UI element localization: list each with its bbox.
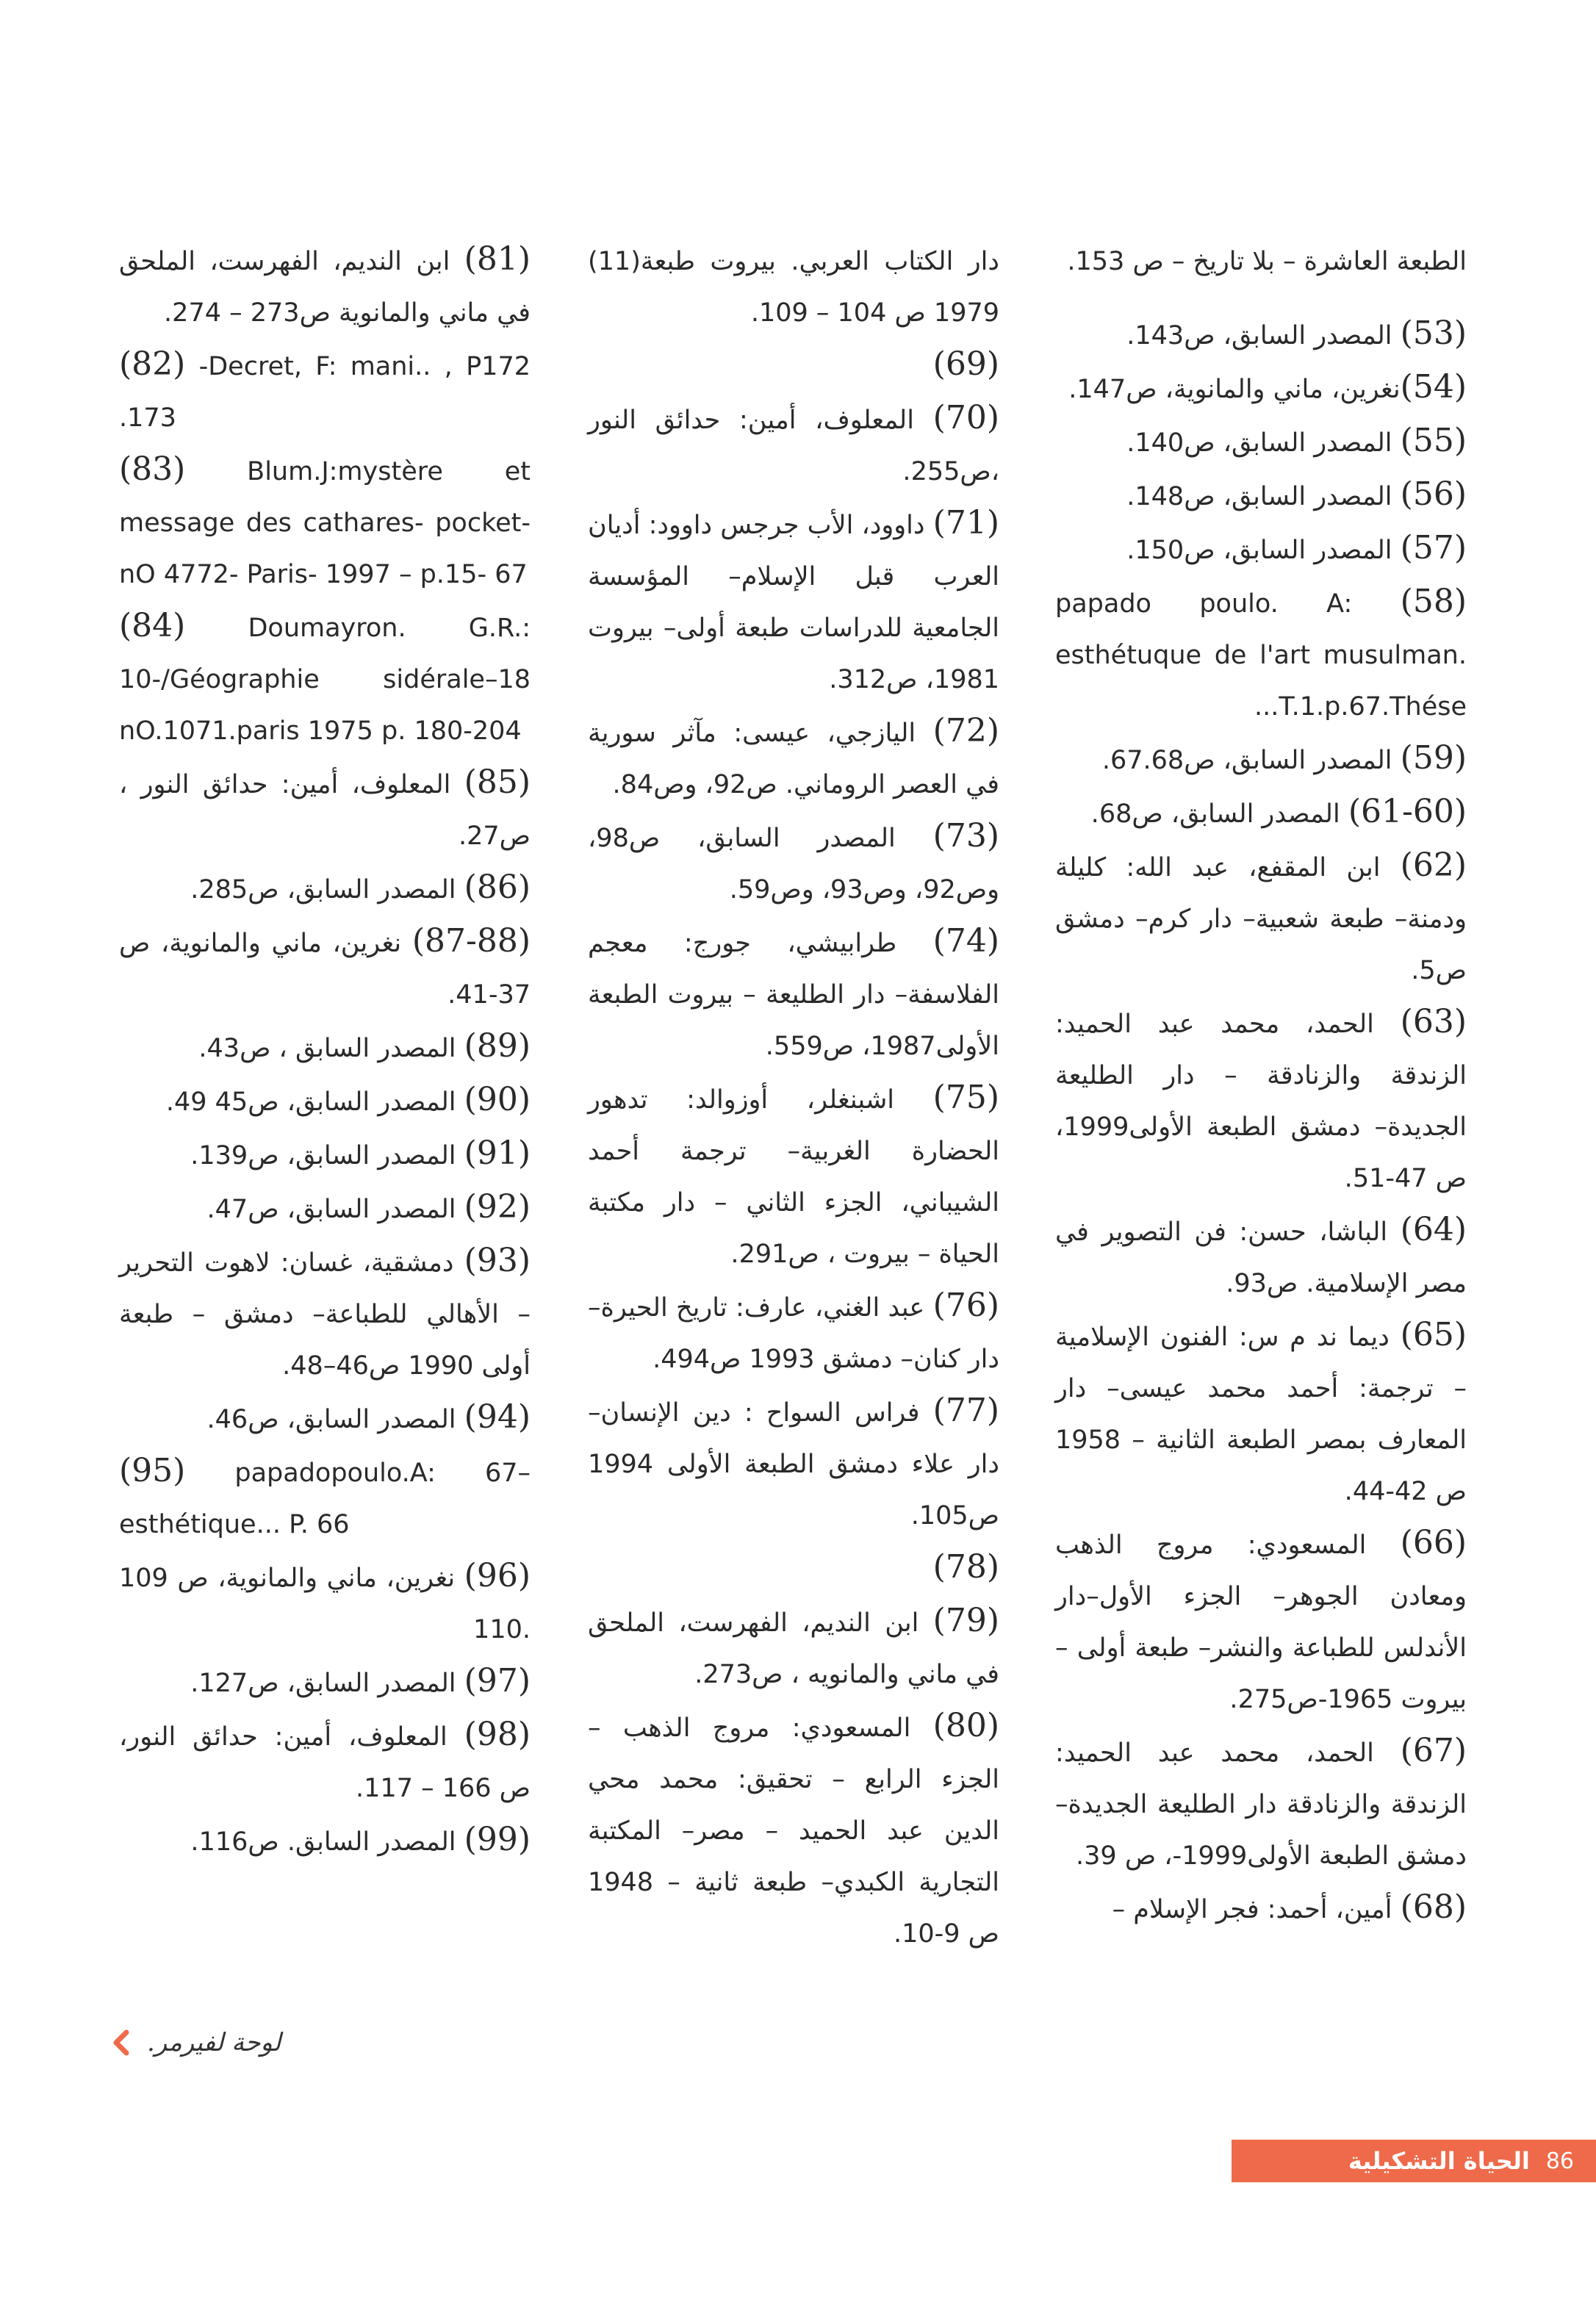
footnote-84: (84) Doumayron. G.R.: 10-/Géographie sidérale–18 nO.1071.paris 1975 p. 180-204 [119, 607, 531, 746]
chevron-left-icon [110, 2029, 132, 2056]
footnote-81: (81) ابن النديم، الفهرست، الملحق في ماني والمانوية ص273 – 274. [119, 240, 531, 328]
footnote-74: (74) طرابيشي، جورج: معجم الفلاسفة– دار الطليعة – بيروت الطبعة الأولى1987، ص559. [588, 922, 999, 1061]
footnote-continuation: الطبعة العاشرة – بلا تاريخ – ص 153. [1067, 247, 1467, 276]
page-footer [1232, 2140, 1596, 2182]
footnote-79: (79) ابن النديم، الفهرست، الملحق في ماني والمانويه ، ص273. [588, 1602, 999, 1689]
footnote-53: (53) المصدر السابق، ص143. [1126, 314, 1467, 352]
footnote-82: (82) -Decret, F: mani.. , P172 .173 [119, 345, 531, 433]
footnote-76: (76) عبد الغني، عارف: تاريخ الحيرة– دار كنان– دمشق 1993 ص494. [588, 1287, 999, 1374]
footnote-75: (75) اشبنغلر، أوزوالد: تدهور الحضارة الغربية– ترجمة أحمد الشيباني، الجزء الثاني – دار مكتبة الحياة – بيروت ، ص291. [588, 1079, 999, 1269]
notes-column-right [1055, 234, 1467, 1935]
footnote-98: (98) المعلوف، أمين: حدائق النور، ص 166 – 117. [119, 1716, 531, 1803]
footnote-68: (68) أمين، أحمد: فجر الإسلام – [1112, 1888, 1467, 1926]
footnote-77: (77) فراس السواح : دين الإنسان– دار علاء دمشق الطبعة الأولى 1994 ص105. [588, 1392, 999, 1531]
footnote-58: (58) papado poulo. A: esthétuque de l'art musulman. ...T.1.p.67.Thése [1055, 583, 1467, 722]
footnote-continuation: دار الكتاب العربي. بيروت طبعة(11) 1979 ص 104 – 109. [588, 247, 999, 328]
footnote-60-61: (61-60) المصدر السابق، ص68. [1090, 793, 1467, 830]
footnote-97: (97) المصدر السابق، ص127. [190, 1662, 531, 1700]
footnote-63: (63) الحمد، محمد عبد الحميد: الزندقة والزنادقة – دار الطليعة الجديدة– دمشق الطبعة الأولى1999، ص 47-51. [1055, 1003, 1467, 1193]
notes-column-left [119, 234, 531, 1868]
footnote-78: (78) [932, 1548, 999, 1586]
footnote-72: (72) اليازجي، عيسى: مآثر سورية في العصر الروماني. ص92، وص84. [588, 712, 999, 799]
image-caption [110, 2028, 281, 2057]
footnote-70: (70) المعلوف، أمين: حدائق النور ،ص255. [588, 399, 999, 486]
footnote-87-88: (87-88) نغرين، ماني والمانوية، ص 37-41. [119, 922, 531, 1010]
footnote-71: (71) داوود، الأب جرجس داوود: أديان العرب قبل الإسلام– المؤسسة الجامعية للدراسات طبعة أولى– بيروت 1981، ص312. [588, 504, 999, 694]
footnote-67: (67) الحمد، محمد عبد الحميد: الزندقة والزنادقة دار الطليعة الجديدة– دمشق الطبعة الأولى1999-، ص 39. [1055, 1732, 1467, 1871]
footnote-93: (93) دمشقية، غسان: لاهوت التحرير – الأهالي للطباعة– دمشق – طبعة أولى 1990 ص46–48. [119, 1242, 531, 1381]
footnote-86: (86) المصدر السابق، ص285. [190, 868, 531, 906]
footnote-92: (92) المصدر السابق، ص47. [206, 1188, 531, 1226]
footnote-94: (94) المصدر السابق، ص46. [206, 1398, 531, 1436]
footnote-56: (56) المصدر السابق، ص148. [1126, 475, 1467, 513]
footnote-96: (96) نغرين، ماني والمانوية، ص 109 .110 [119, 1557, 531, 1644]
footnote-73: (73) المصدر السابق، ص98، وص92، وص93، وص59. [588, 817, 999, 905]
footnote-89: (89) المصدر السابق ، ص43. [198, 1027, 531, 1065]
magazine-title: الحياة التشكيلية [1348, 2147, 1530, 2175]
caption-text: لوحة لفيرمر. [147, 2028, 281, 2057]
footnote-99: (99) المصدر السابق. ص116. [190, 1821, 531, 1858]
footnote-85: (85) المعلوف، أمين: حدائق النور ، ص27. [119, 763, 531, 851]
footnote-80: (80) المسعودي: مروج الذهب – الجزء الرابع – تحقيق: محمد محي الدين عبد الحميد – مصر– المكتبة التجارية الكبدي– طبعة ثانية – 1948 ص 9-10. [588, 1707, 999, 1949]
footnote-54: (54)نغرين، ماني والمانوية، ص147. [1068, 368, 1467, 406]
page-number: 86 [1545, 2148, 1574, 2174]
footnote-66: (66) المسعودي: مروج الذهب ومعادن الجوهر– الجزء الأول–دار الأندلس للطباعة والنشر– طبعة أولى – بيروت 1965-ص275. [1055, 1524, 1467, 1714]
footnote-83: (83) Blum.J:mystère et message des cathares- pocket- nO 4772- Paris- 1997 – p.15- 67 [119, 450, 531, 589]
footnote-90: (90) المصدر السابق، ص45 49. [165, 1081, 531, 1118]
footnote-62: (62) ابن المقفع، عبد الله: كليلة ودمنة– طبعة شعبية– دار كرم– دمشق ص5. [1055, 846, 1467, 985]
footnote-91: (91) المصدر السابق، ص139. [190, 1134, 531, 1172]
footnote-59: (59) المصدر السابق، ص67.68. [1101, 739, 1467, 777]
footnote-55: (55) المصدر السابق، ص140. [1126, 422, 1467, 459]
footnote-95: (95) papadopoulo.A: 67–esthétique... P. 66 [119, 1452, 531, 1539]
footnote-57: (57) المصدر السابق، ص150. [1126, 529, 1467, 567]
notes-column-middle [588, 234, 999, 1960]
footnote-69: (69) [932, 345, 999, 383]
footnote-64: (64) الباشا، حسن: فن التصوير في مصر الإسلامية. ص93. [1055, 1211, 1467, 1298]
footnote-65: (65) ديما ند م س: الفنون الإسلامية – ترجمة: أحمد محمد عيسى– دار المعارف بمصر الطبعة الثانية – 1958 ص 42-44. [1055, 1316, 1467, 1506]
